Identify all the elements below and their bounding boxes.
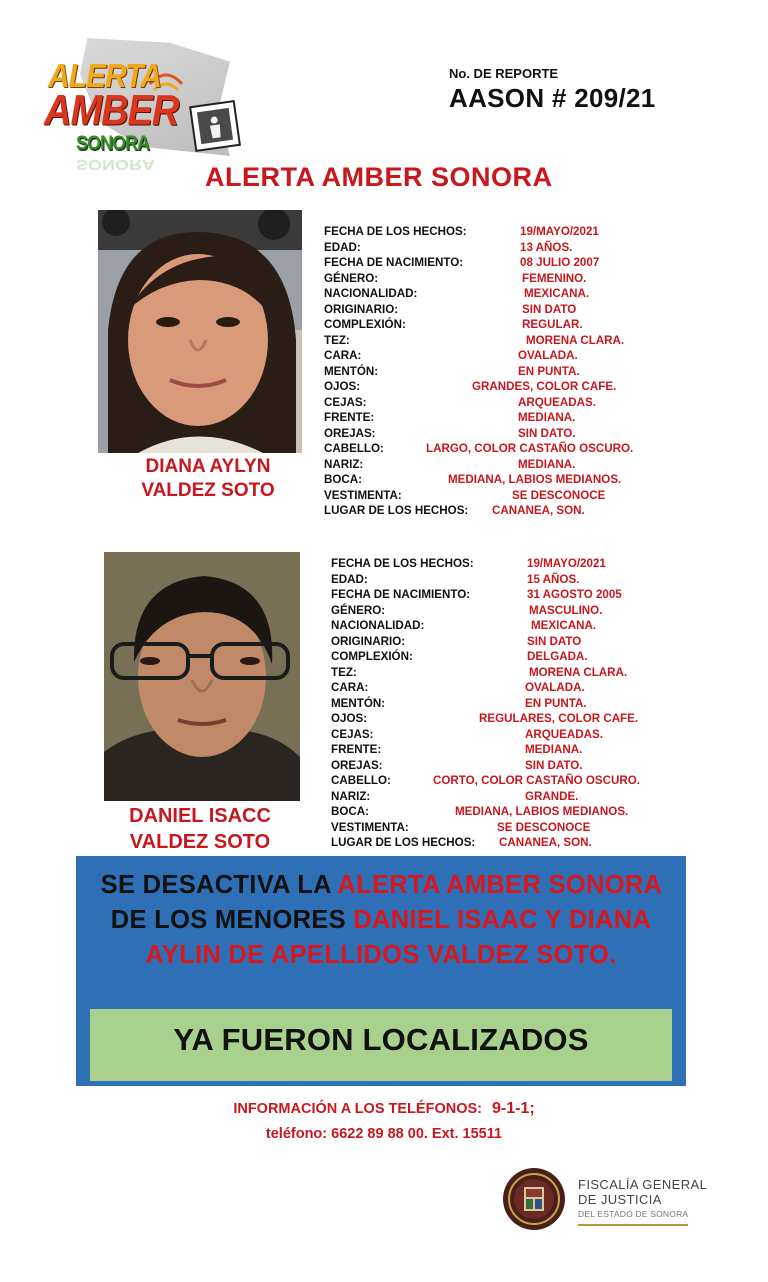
- detail-value: SE DESCONOCE: [512, 488, 606, 502]
- detail-label: CARA:: [331, 681, 369, 694]
- detail-row: [331, 773, 671, 789]
- detail-value: REGULARES, COLOR CAFE.: [479, 712, 639, 725]
- detail-label: OREJAS:: [324, 426, 376, 440]
- detail-label: FECHA DE LOS HECHOS:: [324, 225, 467, 238]
- detail-row: [324, 224, 664, 240]
- detail-value: OVALADA.: [518, 349, 578, 362]
- detail-row: [331, 618, 671, 634]
- detail-value: MEDIANA, LABIOS MEDIANOS.: [448, 473, 622, 486]
- logo-alerta-text: ALERTA: [48, 57, 161, 95]
- diana-name: [118, 455, 298, 503]
- detail-value: EN PUNTA.: [525, 696, 587, 710]
- detail-label: ORIGINARIO:: [331, 634, 406, 648]
- detail-row: [331, 634, 671, 650]
- detail-row: [331, 572, 671, 588]
- name-first-line: DIANA AYLYN: [145, 456, 271, 477]
- detail-row: [331, 789, 671, 805]
- contact-label: INFORMACIÓN A LOS TELÉFONOS:: [233, 1101, 482, 1117]
- detail-row: [331, 804, 671, 820]
- detail-row: [324, 348, 664, 364]
- msg-part-4: DANIEL ISAAC Y DIANA AYLIN DE APELLIDOS VALDEZ SOTO.: [145, 906, 652, 969]
- deactivation-message: [90, 868, 672, 973]
- detail-row: [331, 587, 671, 603]
- detail-row: [324, 317, 664, 333]
- detail-value: MORENA CLARA.: [526, 333, 625, 347]
- name-last-line: VALDEZ SOTO: [141, 480, 275, 501]
- detail-label: LUGAR DE LOS HECHOS:: [324, 504, 469, 517]
- detail-value: 08 JULIO 2007: [520, 256, 600, 269]
- detail-label: FECHA DE NACIMIENTO:: [324, 256, 464, 269]
- diana-photo: [98, 210, 302, 453]
- detail-value: SIN DATO: [527, 634, 582, 648]
- portrait-boy-illustration: [104, 552, 300, 801]
- detail-row: [331, 603, 671, 619]
- agency-name-line1: FISCALÍA GENERAL: [578, 1177, 708, 1192]
- detail-value: REGULAR.: [522, 318, 583, 331]
- detail-label: ORIGINARIO:: [324, 302, 399, 316]
- contact-line: [0, 1100, 768, 1118]
- detail-value: 31 AGOSTO 2005: [527, 588, 622, 601]
- diana-details: [324, 224, 664, 519]
- detail-row: [331, 649, 671, 665]
- detail-value: GRANDE.: [525, 789, 579, 803]
- detail-row: [324, 255, 664, 271]
- detail-row: [324, 302, 664, 318]
- detail-row: [324, 333, 664, 349]
- detail-label: FRENTE:: [324, 411, 375, 424]
- logo-sonora-text: SONORA: [76, 131, 150, 155]
- detail-row: [331, 711, 671, 727]
- report-label: No. DE REPORTE: [449, 66, 559, 81]
- detail-row: [324, 379, 664, 395]
- detail-value: SIN DATO: [522, 302, 577, 316]
- detail-label: BOCA:: [324, 473, 362, 486]
- detail-label: CEJAS:: [324, 395, 367, 409]
- detail-label: NARIZ:: [331, 789, 371, 803]
- report-number: AASON # 209/21: [449, 83, 656, 113]
- detail-value: LARGO, COLOR CASTAÑO OSCURO.: [426, 442, 634, 455]
- name-last-line: VALDEZ SOTO: [129, 831, 271, 853]
- detail-row: [331, 835, 671, 851]
- detail-value: CANANEA, SON.: [499, 836, 592, 849]
- detail-value: MASCULINO.: [529, 603, 603, 617]
- msg-part-3: DE LOS MENORES: [110, 906, 354, 934]
- alert-title: ALERTA AMBER SONORA: [205, 162, 553, 192]
- detail-row: [324, 364, 664, 380]
- msg-part-1: SE DESACTIVA LA: [100, 871, 338, 899]
- detail-label: COMPLEXIÓN:: [331, 650, 413, 663]
- person-silhouette-icon: [207, 115, 224, 139]
- detail-row: [324, 503, 664, 519]
- detail-label: OJOS:: [331, 712, 368, 725]
- detail-label: VESTIMENTA:: [331, 820, 409, 834]
- detail-label: CARA:: [324, 349, 362, 362]
- detail-row: [324, 457, 664, 473]
- detail-label: OJOS:: [324, 380, 361, 393]
- detail-row: [324, 286, 664, 302]
- detail-label: VESTIMENTA:: [324, 488, 402, 502]
- detail-value: OVALADA.: [525, 681, 585, 694]
- detail-value: MORENA CLARA.: [529, 665, 628, 679]
- detail-row: [331, 556, 671, 572]
- detail-value: SIN DATO.: [518, 426, 576, 440]
- detail-label: CABELLO:: [331, 774, 391, 787]
- detail-value: FEMENINO.: [522, 271, 587, 285]
- detail-value: ARQUEADAS.: [525, 727, 603, 741]
- logo-amber-text: AMBER: [44, 87, 179, 135]
- detail-value: 13 AÑOS.: [520, 240, 573, 254]
- phone-line: teléfono: 6622 89 88 00. Ext. 15511: [265, 1126, 503, 1142]
- detail-value: MEDIANA.: [518, 457, 576, 471]
- detail-label: FECHA DE NACIMIENTO:: [331, 588, 471, 601]
- detail-value: DELGADA.: [527, 650, 588, 663]
- fiscalia-seal-icon: [502, 1167, 566, 1231]
- detail-label: MENTÓN:: [324, 364, 379, 378]
- detail-value: EN PUNTA.: [518, 364, 580, 378]
- agency-name-line3: DEL ESTADO DE SONORA: [578, 1209, 689, 1219]
- detail-row: [331, 742, 671, 758]
- detail-value: CORTO, COLOR CASTAÑO OSCURO.: [433, 774, 640, 787]
- msg-part-2: ALERTA AMBER SONORA: [337, 871, 662, 899]
- detail-row: [331, 680, 671, 696]
- logo-sonora-reflection: SONORA: [76, 156, 156, 173]
- detail-row: [324, 426, 664, 442]
- detail-label: FRENTE:: [331, 743, 382, 756]
- detail-label: NARIZ:: [324, 457, 364, 471]
- detail-label: NACIONALIDAD:: [324, 287, 418, 300]
- agency-underline: [578, 1224, 688, 1226]
- detail-value: MEDIANA.: [518, 411, 576, 424]
- detail-value: CANANEA, SON.: [492, 504, 585, 517]
- portrait-girl-illustration: [98, 210, 302, 453]
- detail-value: 15 AÑOS.: [527, 572, 580, 586]
- detail-label: COMPLEXIÓN:: [324, 318, 406, 331]
- detail-label: GÉNERO:: [331, 603, 386, 617]
- detail-label: TEZ:: [331, 665, 357, 679]
- detail-row: [324, 441, 664, 457]
- detail-row: [324, 488, 664, 504]
- detail-label: GÉNERO:: [324, 271, 379, 285]
- detail-label: OREJAS:: [331, 758, 383, 772]
- detail-row: [324, 240, 664, 256]
- photo-frame-icon: [189, 100, 241, 152]
- daniel-photo: [104, 552, 300, 801]
- detail-value: SE DESCONOCE: [497, 820, 591, 834]
- detail-row: [324, 410, 664, 426]
- detail-label: MENTÓN:: [331, 696, 386, 710]
- detail-label: LUGAR DE LOS HECHOS:: [331, 836, 476, 849]
- detail-row: [331, 820, 671, 836]
- detail-row: [324, 472, 664, 488]
- detail-label: CEJAS:: [331, 727, 374, 741]
- detail-row: [331, 758, 671, 774]
- name-first-line: DANIEL ISACC: [129, 805, 271, 827]
- detail-row: [331, 727, 671, 743]
- agency-name-line2: DE JUSTICIA: [578, 1192, 662, 1207]
- detail-value: SIN DATO.: [525, 758, 583, 772]
- detail-label: NACIONALIDAD:: [331, 619, 425, 632]
- detail-value: 19/MAYO/2021: [520, 225, 599, 238]
- detail-label: FECHA DE LOS HECHOS:: [331, 557, 474, 570]
- detail-label: TEZ:: [324, 333, 350, 347]
- detail-value: GRANDES, COLOR CAFE.: [472, 380, 617, 393]
- daniel-name: [100, 803, 300, 855]
- detail-value: ARQUEADAS.: [518, 395, 596, 409]
- detail-label: EDAD:: [324, 240, 361, 254]
- detail-label: EDAD:: [331, 572, 368, 586]
- detail-row: [331, 696, 671, 712]
- detail-value: MEDIANA.: [525, 743, 583, 756]
- detail-value: 19/MAYO/2021: [527, 557, 606, 570]
- located-text: YA FUERON LOCALIZADOS: [173, 1022, 589, 1057]
- detail-label: CABELLO:: [324, 442, 384, 455]
- detail-value: MEXICANA.: [524, 287, 590, 300]
- detail-label: BOCA:: [331, 805, 369, 818]
- detail-value: MEDIANA, LABIOS MEDIANOS.: [455, 805, 629, 818]
- daniel-details: [331, 556, 671, 851]
- detail-row: [324, 395, 664, 411]
- detail-value: MEXICANA.: [531, 619, 597, 632]
- detail-row: [331, 665, 671, 681]
- emergency-number: 9-1-1;: [491, 1100, 535, 1117]
- detail-row: [324, 271, 664, 287]
